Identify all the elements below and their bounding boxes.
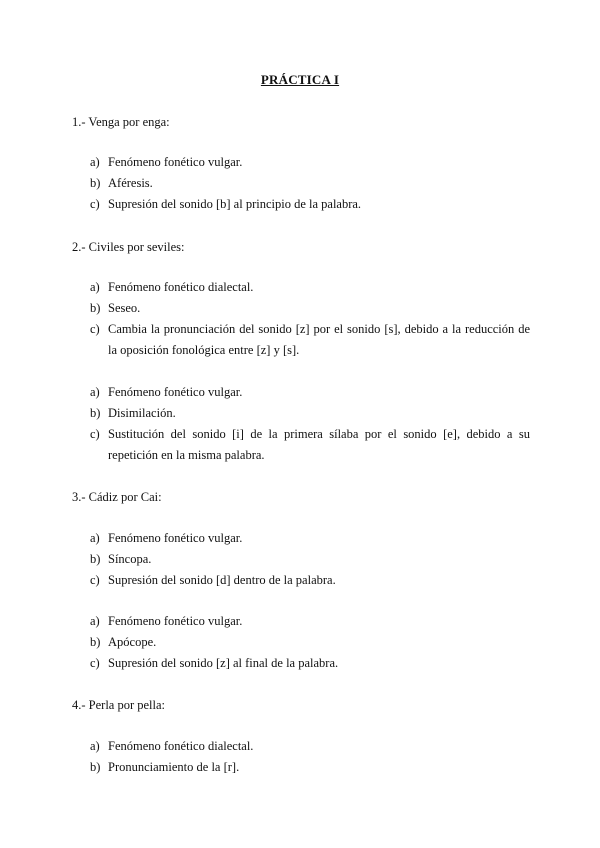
item-label: c) [90,197,100,211]
item-text: Cambia la pronunciación del sonido [z] por el sonido [s], debido a la reducción de la oposición fonológica entre [z] y [s]. [108,322,530,357]
list-item [90,298,530,319]
list-item [90,632,530,653]
list-item [90,611,530,632]
item-label: b) [90,760,101,774]
item-label: a) [90,280,100,294]
item-label: b) [90,176,101,190]
item-text: Disimilación. [108,406,176,420]
item-label: b) [90,406,101,420]
item-text: Síncopa. [108,552,152,566]
list-item [90,528,530,549]
item-label: a) [90,385,100,399]
item-text: Pronunciamiento de la [r]. [108,760,240,774]
list-item [90,194,530,215]
item-label: c) [90,427,100,441]
list-item [90,277,530,298]
list-item [90,736,530,757]
item-text: Apócope. [108,635,157,649]
item-text: Fenómeno fonético vulgar. [108,385,243,399]
section-heading: 4.- Perla por pella: [72,698,166,712]
list-item [90,424,530,466]
list-item [90,549,530,570]
page-title: PRÁCTICA I [260,72,340,87]
item-text: Supresión del sonido [z] al final de la palabra. [108,656,339,670]
item-text: Fenómeno fonético vulgar. [108,614,243,628]
item-text: Aféresis. [108,176,153,190]
item-label: b) [90,635,101,649]
item-text: Fenómeno fonético vulgar. [108,155,243,169]
section-heading: 3.- Cádiz por Cai: [72,490,162,504]
list-item [90,382,530,403]
item-label: c) [90,656,100,670]
item-label: a) [90,739,100,753]
item-text: Supresión del sonido [d] dentro de la palabra. [108,573,336,587]
list-item [90,152,530,173]
item-text: Fenómeno fonético vulgar. [108,531,243,545]
item-label: c) [90,322,100,336]
section-heading: 2.- Civiles por seviles: [72,240,185,254]
list-item [90,173,530,194]
item-text: Sustitución del sonido [i] de la primera sílaba por el sonido [e], debido a su repetición en la misma palabra. [108,427,530,462]
item-label: a) [90,614,100,628]
item-text: Supresión del sonido [b] al principio de la palabra. [108,197,362,211]
item-label: a) [90,531,100,545]
item-label: c) [90,573,100,587]
item-text: Seseo. [108,301,141,315]
list-item [90,653,530,674]
section-heading: 1.- Venga por enga: [72,115,170,129]
item-text: Fenómeno fonético dialectal. [108,280,254,294]
item-label: b) [90,301,101,315]
list-item [90,403,530,424]
item-label: b) [90,552,101,566]
item-label: a) [90,155,100,169]
item-text: Fenómeno fonético dialectal. [108,739,254,753]
list-item [90,570,530,591]
list-item [90,757,530,778]
list-item [90,319,530,361]
